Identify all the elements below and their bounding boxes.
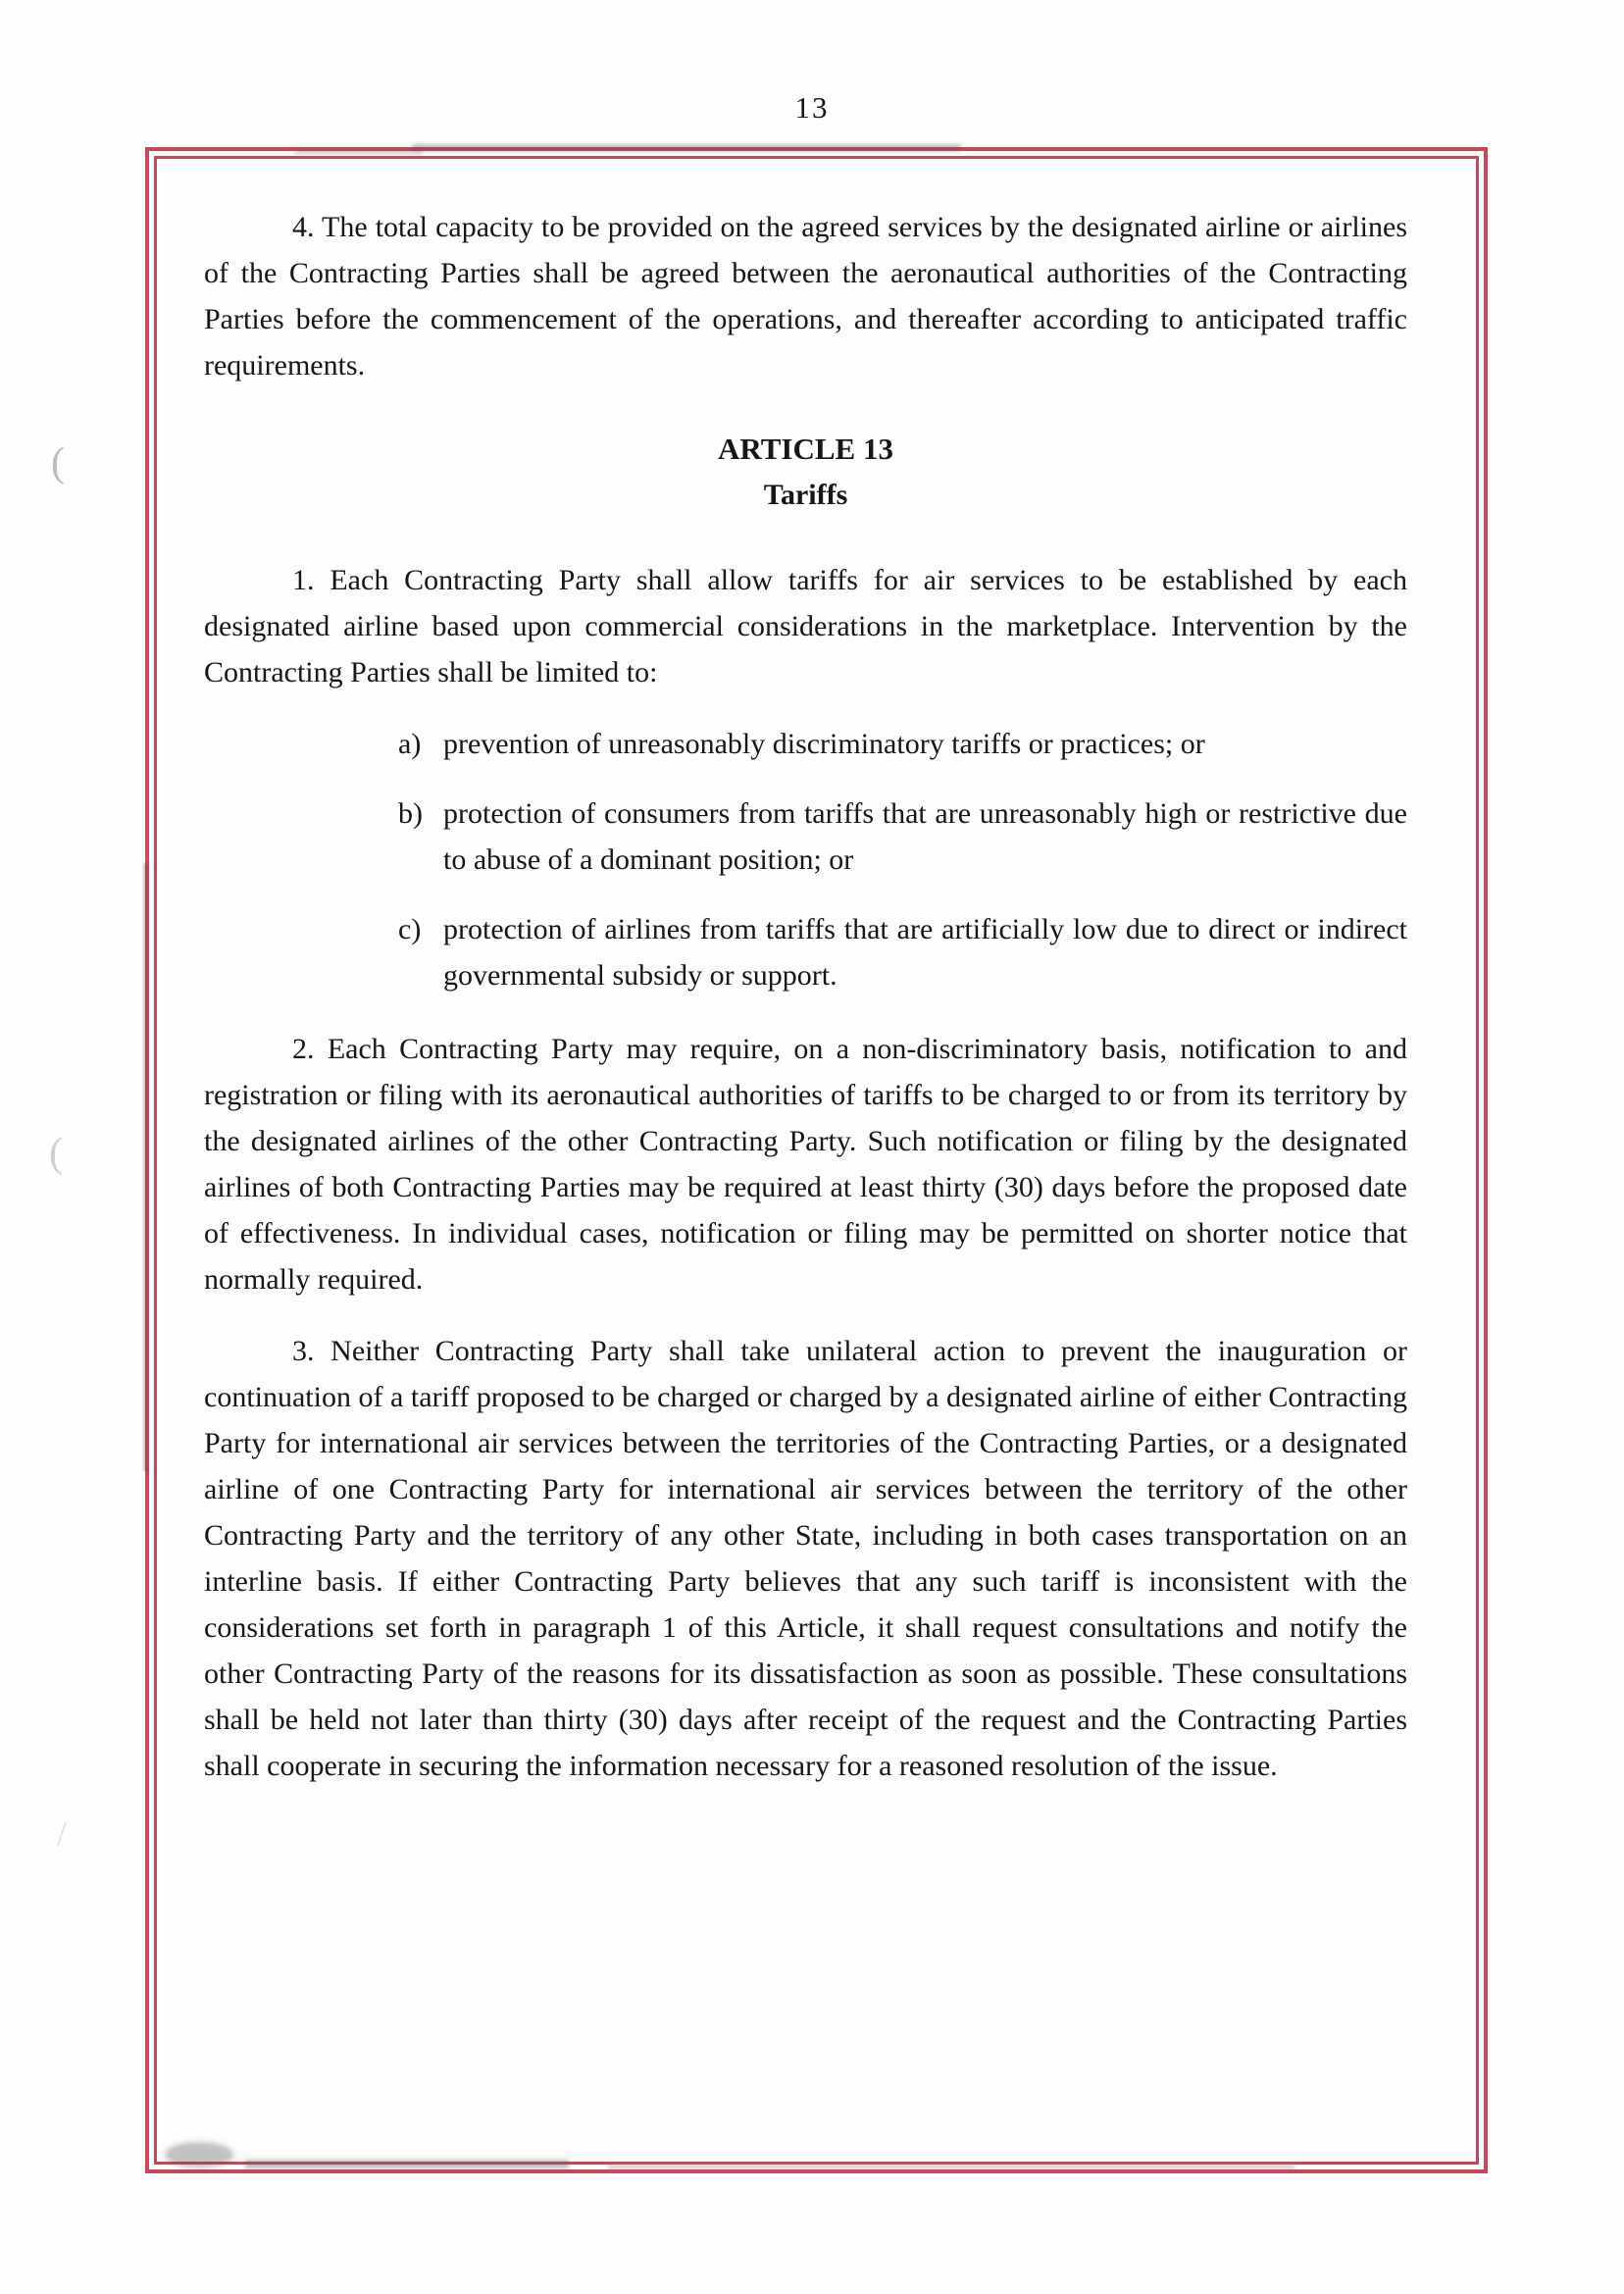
margin-pencil-mark: ( <box>49 1131 63 1176</box>
paragraph-1-tariffs-allow: 1. Each Contracting Party shall allow tariffs for air services to be established by each designated airline based upon commercial considerations in the marketplace. Intervention by the Contracting Parties shall be limited to: <box>204 564 1407 688</box>
page-border-inner <box>154 156 1479 2165</box>
page-number: 13 <box>794 90 830 125</box>
article-subheading: Tariffs <box>763 479 848 511</box>
document-content <box>157 159 1476 2162</box>
list-marker-a: a) <box>398 728 422 760</box>
paragraph-2-notification: 2. Each Contracting Party may require, on a non-discriminatory basis, notification to and registration or filing with its aeronautical authorities of tariffs to be charged to or from its territory by the designated airlines of the other Contracting Party. Such notification or filing by the designated airlines of both Contracting Parties may be required at least thirty (30) days before the proposed date of effectiveness. In individual cases, notification or filing may be permitted on shorter notice that normally required. <box>204 1033 1407 1296</box>
page-border-outer <box>145 147 1488 2173</box>
paragraph-4-total-capacity: 4. The total capacity to be provided on the agreed services by the designated airline or airlines of the Contracting Parties shall be agreed between the aeronautical authorities of the Contracting Parties before the commencement of the operations, and thereafter according to anticipated traffic requirements. <box>204 211 1407 382</box>
list-item-a <box>204 721 1407 767</box>
list-item-c <box>204 906 1407 998</box>
list-text-a: prevention of unreasonably discriminatory tariffs or practices; or <box>443 728 1205 760</box>
paragraph-3-unilateral-action: 3. Neither Contracting Party shall take unilateral action to prevent the inauguration or continuation of a tariff proposed to be charged or charged by a designated airline of either Contracting Party for international air services between the territories of the Contracting Parties, or a designated airline of one Contracting Party for international air services between the territory of the other Contracting Party and the territory of any other State, including in both cases transportation on an interline basis. If either Contracting Party believes that any such tariff is inconsistent with the considerations set forth in paragraph 1 of this Article, it shall request consultations and notify the other Contracting Party of the reasons for its dissatisfaction as soon as possible. These consultations shall be held not later than thirty (30) days after receipt of the request and the Contracting Parties shall cooperate in securing the information necessary for a reasoned resolution of the issue. <box>204 1335 1407 1782</box>
list-marker-b: b) <box>398 797 423 830</box>
list-marker-c: c) <box>398 913 422 945</box>
list-text-b: protection of consumers from tariffs that are unreasonably high or restrictive due to abuse of a dominant position; or <box>443 797 1407 876</box>
margin-pencil-mark: ( <box>51 440 65 485</box>
tariff-conditions-list <box>204 721 1407 998</box>
article-heading: ARTICLE 13 <box>718 432 893 466</box>
margin-pencil-mark: / <box>57 1813 68 1853</box>
list-text-c: protection of airlines from tariffs that are artificially low due to direct or indirect governmental subsidy or support. <box>443 913 1407 992</box>
list-item-b <box>204 790 1407 883</box>
